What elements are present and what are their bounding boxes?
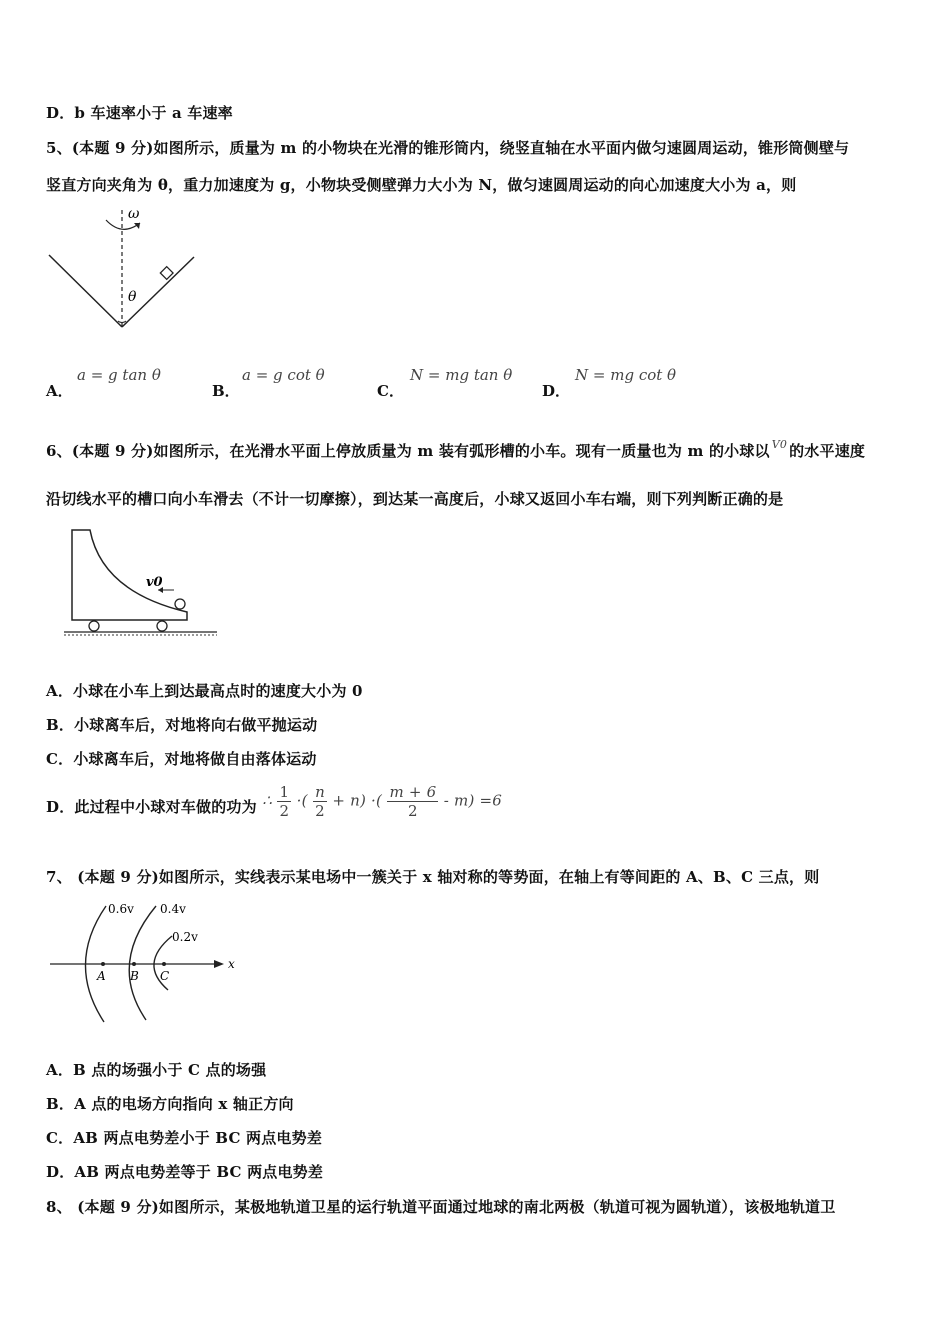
q5-option-b-formula: a = g cot θ: [242, 366, 325, 384]
q5-option-a-letter: A．: [46, 382, 73, 400]
q6-option-d-text: D．此过程中小球对车做的功为: [46, 798, 257, 816]
q7-point-c: C: [160, 969, 170, 983]
q6-stem-line1: [46, 438, 865, 461]
q6-v0-symbol: V0: [771, 438, 788, 451]
q5-option-c-formula: N = mg tan θ: [410, 366, 513, 384]
q5-stem-line1: 5、(本题 9 分)如图所示，质量为 m 的小物块在光滑的锥形筒内，绕竖直轴在水平面内做匀速圆周运动，锥形筒侧壁与: [46, 139, 850, 157]
q7-label-0-4v: 0.4v: [160, 902, 186, 916]
q7-point-b: B: [130, 969, 139, 983]
q7-point-a: A: [97, 969, 106, 983]
q5-option-c-letter: C．: [377, 382, 404, 400]
q6-formula-tail: - m) =6: [443, 791, 502, 810]
q7-label-0-2v: 0.2v: [172, 930, 198, 944]
q6-option-d: [46, 783, 502, 820]
q6-stem-line2: 沿切线水平的槽口向小车滑去（不计一切摩擦），到达某一高度后，小球又返回小车右端，则下列判断正确的是: [46, 490, 784, 508]
q5-option-a-formula: a = g tan θ: [77, 366, 161, 384]
q7-option-a: A．B 点的场强小于 C 点的场强: [46, 1061, 267, 1079]
q4-option-d: D．b 车速率小于 a 车速率: [46, 104, 233, 122]
q5-option-d-formula: N = mg cot θ: [575, 366, 677, 384]
q7-option-d: D．AB 两点电势差等于 BC 两点电势差: [46, 1163, 324, 1181]
q7-axis-x: x: [228, 957, 235, 971]
q6-option-a: A．小球在小车上到达最高点时的速度大小为 0: [46, 682, 363, 700]
q6-option-c: C．小球离车后，对地将做自由落体运动: [46, 750, 317, 768]
q6-v0-label: v0: [146, 575, 163, 590]
q7-option-c: C．AB 两点电势差小于 BC 两点电势差: [46, 1129, 323, 1147]
q6-formula-mid1: ·(: [296, 791, 308, 810]
q5-theta-label: θ: [128, 289, 137, 305]
q6-option-b: B．小球离车后，对地将向右做平抛运动: [46, 716, 318, 734]
q6-stem-line1b: 的水平速度: [789, 442, 866, 460]
q5-option-b-letter: B．: [212, 382, 240, 400]
q6-cart-figure: [62, 522, 222, 647]
q6-formula-prefix: ∴: [262, 791, 272, 810]
q7-option-b: B．A 点的电场方向指向 x 轴正方向: [46, 1095, 294, 1113]
q5-stem-line2: 竖直方向夹角为 θ，重力加速度为 g，小物块受侧壁弹力大小为 N，做匀速圆周运动的向心加速度大小为 a，则: [46, 176, 797, 194]
q6-formula-mid2: + n) ·(: [332, 791, 383, 810]
q6-fraction-1: $\frac{1}{2}$: [279, 783, 290, 820]
q7-equipotential-figure: [46, 898, 246, 1026]
q7-label-0-6v: 0.6v: [108, 902, 134, 916]
q6-fraction-3: $\frac{m + 6}{2}$: [389, 783, 437, 820]
q6-stem-line1a: 6、(本题 9 分)如图所示，在光滑水平面上停放质量为 m 装有弧形槽的小车。现有一质量也为 m 的小球以: [46, 442, 770, 460]
q5-option-d-letter: D．: [542, 382, 571, 400]
q8-stem-line1: 8、 (本题 9 分)如图所示，某极地轨道卫星的运行轨道平面通过地球的南北两极（轨道可视为圆轨道），该极地轨道卫: [46, 1198, 836, 1216]
q6-fraction-2: $\frac{n}{2}$: [315, 783, 325, 820]
q5-omega-label: ω: [128, 206, 140, 222]
q7-stem-line1: 7、 (本题 9 分)如图所示，实线表示某电场中一簇关于 x 轴对称的等势面，在轴上有等间距的 A、B、C 三点，则: [46, 868, 820, 886]
q5-cone-figure: [44, 205, 204, 335]
